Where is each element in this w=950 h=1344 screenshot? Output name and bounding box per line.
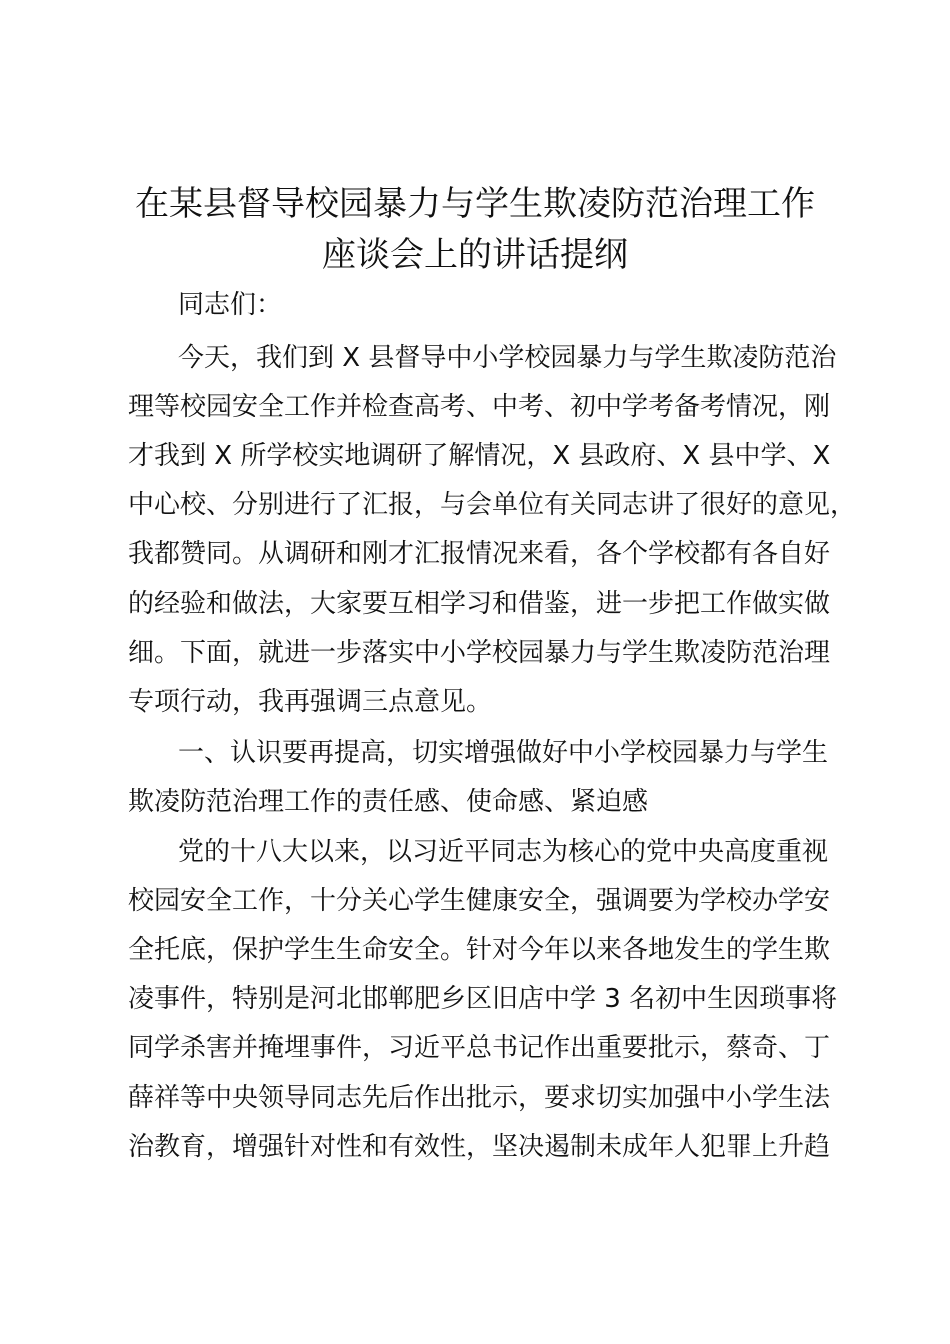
paragraph-line: 同学杀害并掩埋事件，习近平总书记作出重要批示，蔡奇、丁 [128,1033,831,1063]
paragraph-line: 今天，我们到 X 县督导中小学校园暴力与学生欺凌防范治 [178,343,837,373]
paragraph-line: 才我到 X 所学校实地调研了解情况，X 县政府、X 县中学、X [128,441,831,471]
paragraph-line: 党的十八大以来，以习近平同志为核心的党中央高度重视 [178,837,829,867]
salutation: 同志们： [178,290,283,320]
paragraph-line: 校园安全工作，十分关心学生健康安全，强调要为学校办学安 [128,886,831,916]
paragraph-line: 的经验和做法，大家要互相学习和借鉴，进一步把工作做实做 [128,589,831,619]
paragraph-line: 治教育，增强针对性和有效性，坚决遏制未成年人犯罪上升趋 [128,1132,831,1162]
document-title-line-1: 在某县督导校园暴力与学生欺凌防范治理工作 [135,184,815,224]
paragraph-line: 全托底，保护学生生命安全。针对今年以来各地发生的学生欺 [128,935,831,965]
paragraph-line: 中心校、分别进行了汇报，与会单位有关同志讲了很好的意见， [128,490,857,520]
paragraph-line: 理等校园安全工作并检查高考、中考、初中学考备考情况，刚 [128,392,831,422]
document-title-line-2: 座谈会上的讲话提纲 [322,235,628,275]
paragraph-line: 我都赞同。从调研和刚才汇报情况来看，各个学校都有各自好 [128,539,831,569]
paragraph-line: 专项行动，我再强调三点意见。 [128,687,493,717]
section-heading-line: 一、认识要再提高，切实增强做好中小学校园暴力与学生 [178,738,829,768]
section-heading-line: 欺凌防范治理工作的责任感、使命感、紧迫感 [128,787,649,817]
paragraph-line: 薛祥等中央领导同志先后作出批示，要求切实加强中小学生法 [128,1083,831,1113]
paragraph-line: 凌事件，特别是河北邯郸肥乡区旧店中学 3 名初中生因琐事将 [128,984,838,1014]
paragraph-line: 细。下面，就进一步落实中小学校园暴力与学生欺凌防范治理 [128,638,831,668]
